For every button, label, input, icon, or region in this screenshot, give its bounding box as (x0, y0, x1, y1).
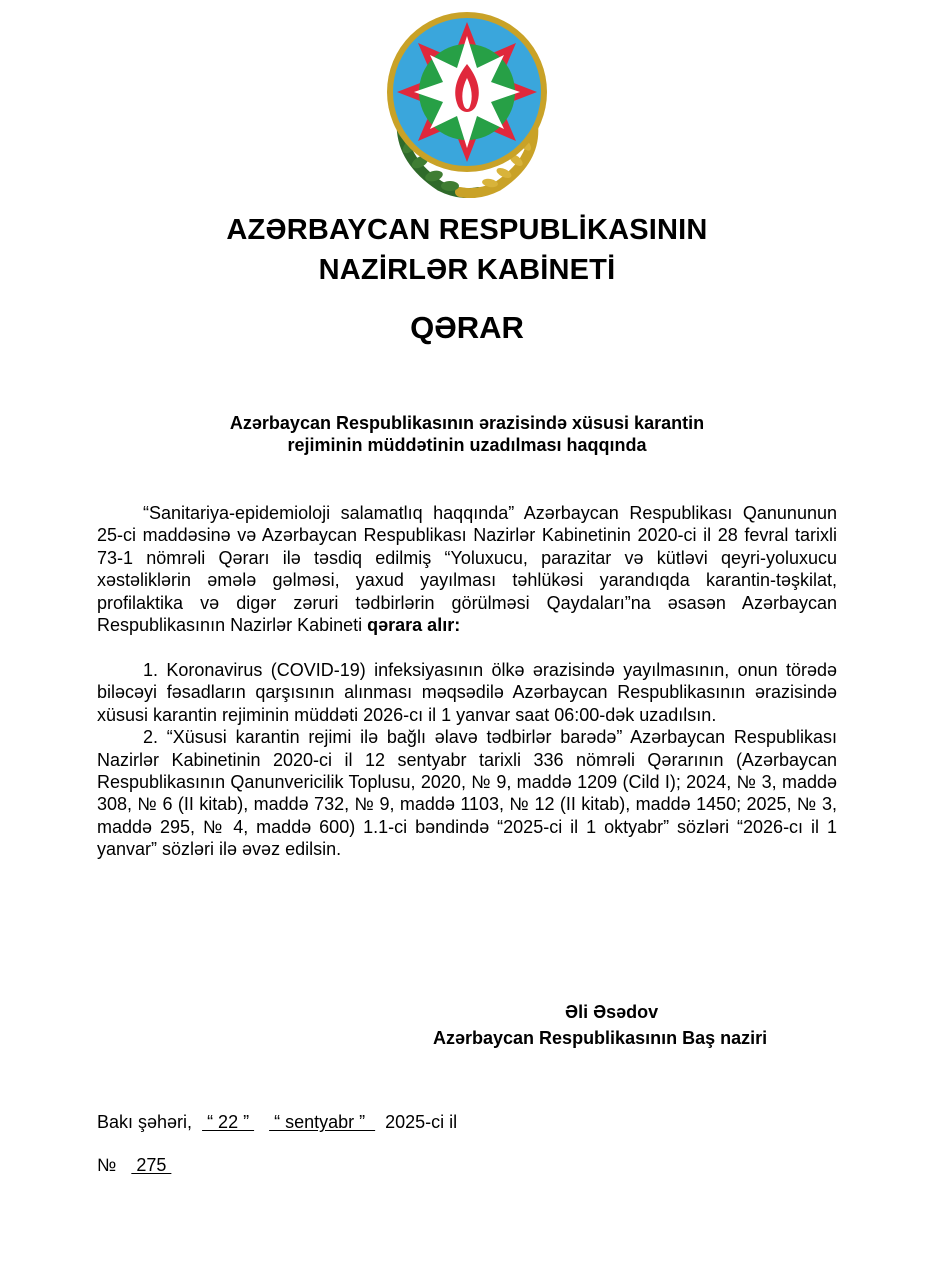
date-day: “ 22 ” (202, 1112, 255, 1132)
decision-items (97, 659, 837, 861)
state-emblem-icon (380, 8, 554, 198)
document-number: 275 (131, 1155, 172, 1175)
document-type: QƏRAR (410, 310, 524, 345)
document-number-line (97, 1155, 171, 1176)
preamble-decision: qərara alır: (367, 615, 461, 636)
preamble-paragraph (97, 502, 837, 636)
document-subject (0, 412, 934, 456)
subject-line1: Azərbaycan Respublikasının ərazisində xüsusi karantin (229, 413, 705, 433)
issuer-title-line1: AZƏRBAYCAN RESPUBLİKASININ (226, 214, 708, 246)
date-line (97, 1112, 457, 1133)
signatory-title: Azərbaycan Respublikasının Baş naziri (433, 1028, 768, 1048)
preamble-text: “Sanitariya-epidemioloji salamatlıq haqqında” Azərbaycan Respublikası Qanununun 25-ci maddəsinə və Azərbaycan Respublikası Nazirlər Kabinetinin 2020-ci il 28 fevral tarixli 73-1 nömrəli Qərarı ilə təsdiq edilmiş “Yoluxucu, parazitar və kütləvi qeyri-yoluxucu xəstəliklərin əmələ gəlməsi, yaxud yayılması təhlükəsi yarandıqda karantin-təşkilat, profilaktika və digər zəruri tədbirlərin görülməsi Qaydaları”na əsasən Azərbaycan Respublikasının Nazirlər Kabineti (97, 503, 837, 636)
signatory-name: Əli Əsədov (565, 1002, 659, 1022)
city-label: Bakı şəhəri, (97, 1112, 193, 1132)
date-year: 2025-ci il (385, 1112, 458, 1132)
issuer-title-line2: NAZİRLƏR KABİNETİ (318, 254, 616, 286)
subject-line2: rejiminin müddətinin uzadılması haqqında (287, 435, 647, 455)
decision-item-2: 2. “Xüsusi karantin rejimi ilə bağlı əlavə tədbirlər barədə” Azərbaycan Respublikası Nazirlər Kabinetinin 2020-ci il 12 sentyabr tarixli 336 nömrəli Qərarının (Azərbaycan Respublikasının Qanunvericilik Toplusu, 2020, № 9, maddə 1209 (Cild I); 2024, № 3, maddə 308, № 6 (II kitab), maddə 732, № 9, maddə 1103, № 12 (II kitab), maddə 1450; 2025, № 3, maddə 295, № 4, maddə 600) 1.1-ci bəndində “2025-ci il 1 oktyabr” sözləri “2026-cı il 1 yanvar” sözləri ilə əvəz edilsin. (97, 727, 837, 860)
date-month: “ sentyabr ” (269, 1112, 376, 1132)
decision-item-1: 1. Koronavirus (COVID-19) infeksiyasının ölkə ərazisində yayılmasının, onun törədə biləcəyi fəsadların qarşısının alınması məqsədilə Azərbaycan Respublikasının ərazisində xüsusi karantin rejiminin müddəti 2026-cı il 1 yanvar saat 06:00-dək uzadılsın. (97, 660, 837, 725)
number-label: № (97, 1155, 117, 1175)
